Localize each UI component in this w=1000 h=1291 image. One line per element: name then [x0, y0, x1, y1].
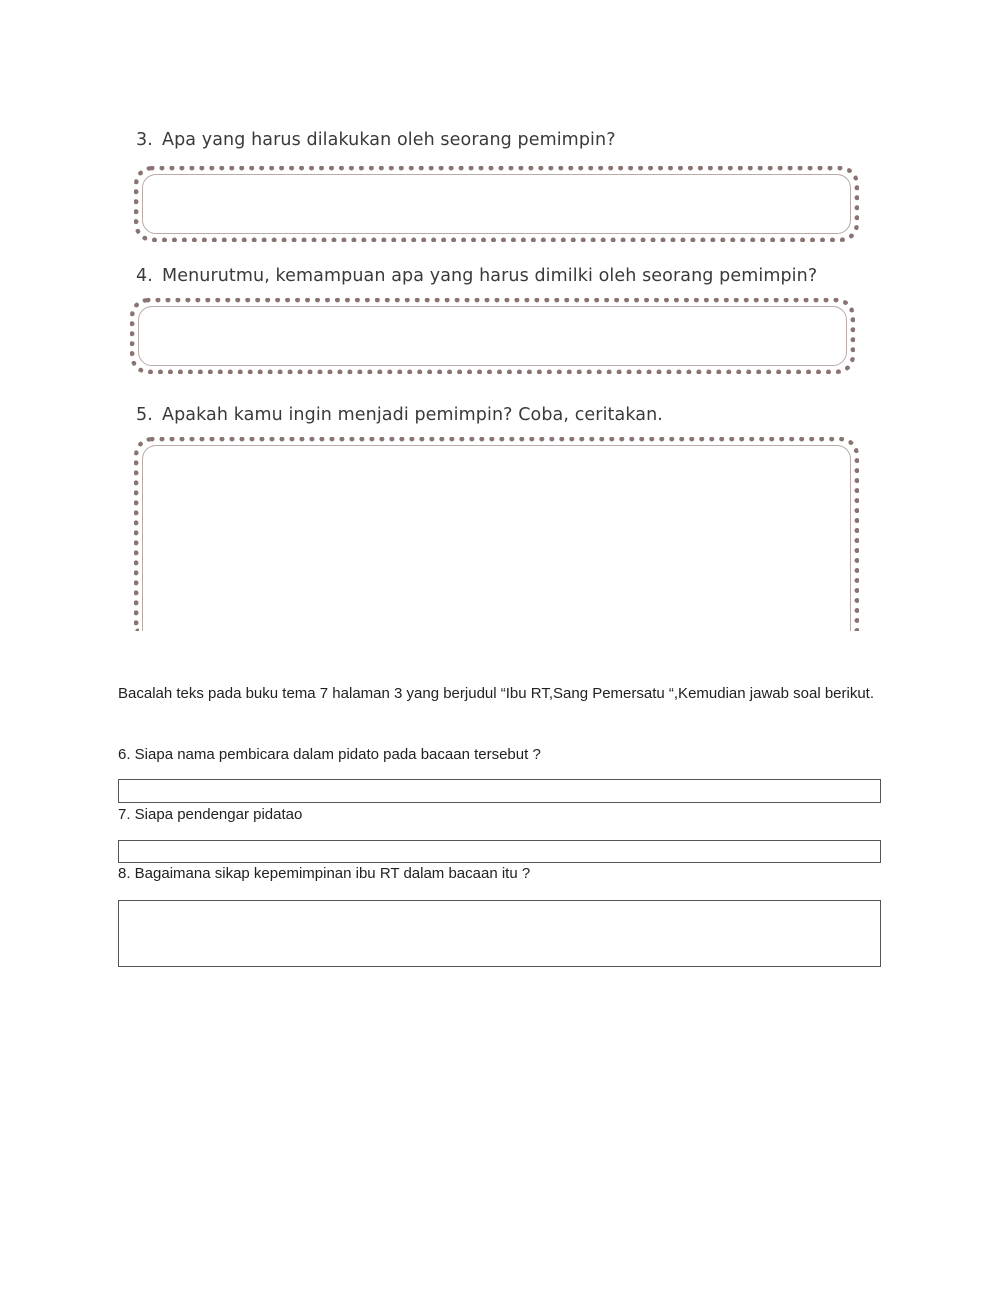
question-8-answer-field[interactable] [118, 900, 881, 967]
question-3-title [136, 130, 616, 150]
question-5-title [136, 405, 663, 425]
instruction-text: Bacalah teks pada buku tema 7 halaman 3 yang berjudul “Ibu RT,Sang Pemersatu “,Kemudian jawab soal berikut. [118, 685, 875, 702]
question-4-title [136, 266, 817, 286]
question-7-text: 7. Siapa pendengar pidatao [118, 806, 303, 823]
question-3-number: 3. [136, 130, 153, 150]
question-4-answer-area[interactable] [130, 298, 855, 374]
question-7-answer-field[interactable] [118, 840, 881, 863]
question-8-text: 8. Bagaimana sikap kepemimpinan ibu RT dalam bacaan itu ? [118, 865, 531, 882]
question-5-number: 5. [136, 405, 153, 425]
question-4-text: Menurutmu, kemampuan apa yang harus dimilki oleh seorang pemimpin? [162, 266, 818, 286]
question-6-answer-field[interactable] [118, 779, 881, 803]
question-5-answer-area[interactable] [134, 437, 859, 631]
question-3-answer-area[interactable] [134, 166, 859, 242]
question-6-text: 6. Siapa nama pembicara dalam pidato pada bacaan tersebut ? [118, 746, 541, 763]
question-3-text: Apa yang harus dilakukan oleh seorang pemimpin? [162, 130, 616, 150]
question-4-number: 4. [136, 266, 153, 286]
question-5-text: Apakah kamu ingin menjadi pemimpin? Coba, ceritakan. [162, 405, 663, 425]
